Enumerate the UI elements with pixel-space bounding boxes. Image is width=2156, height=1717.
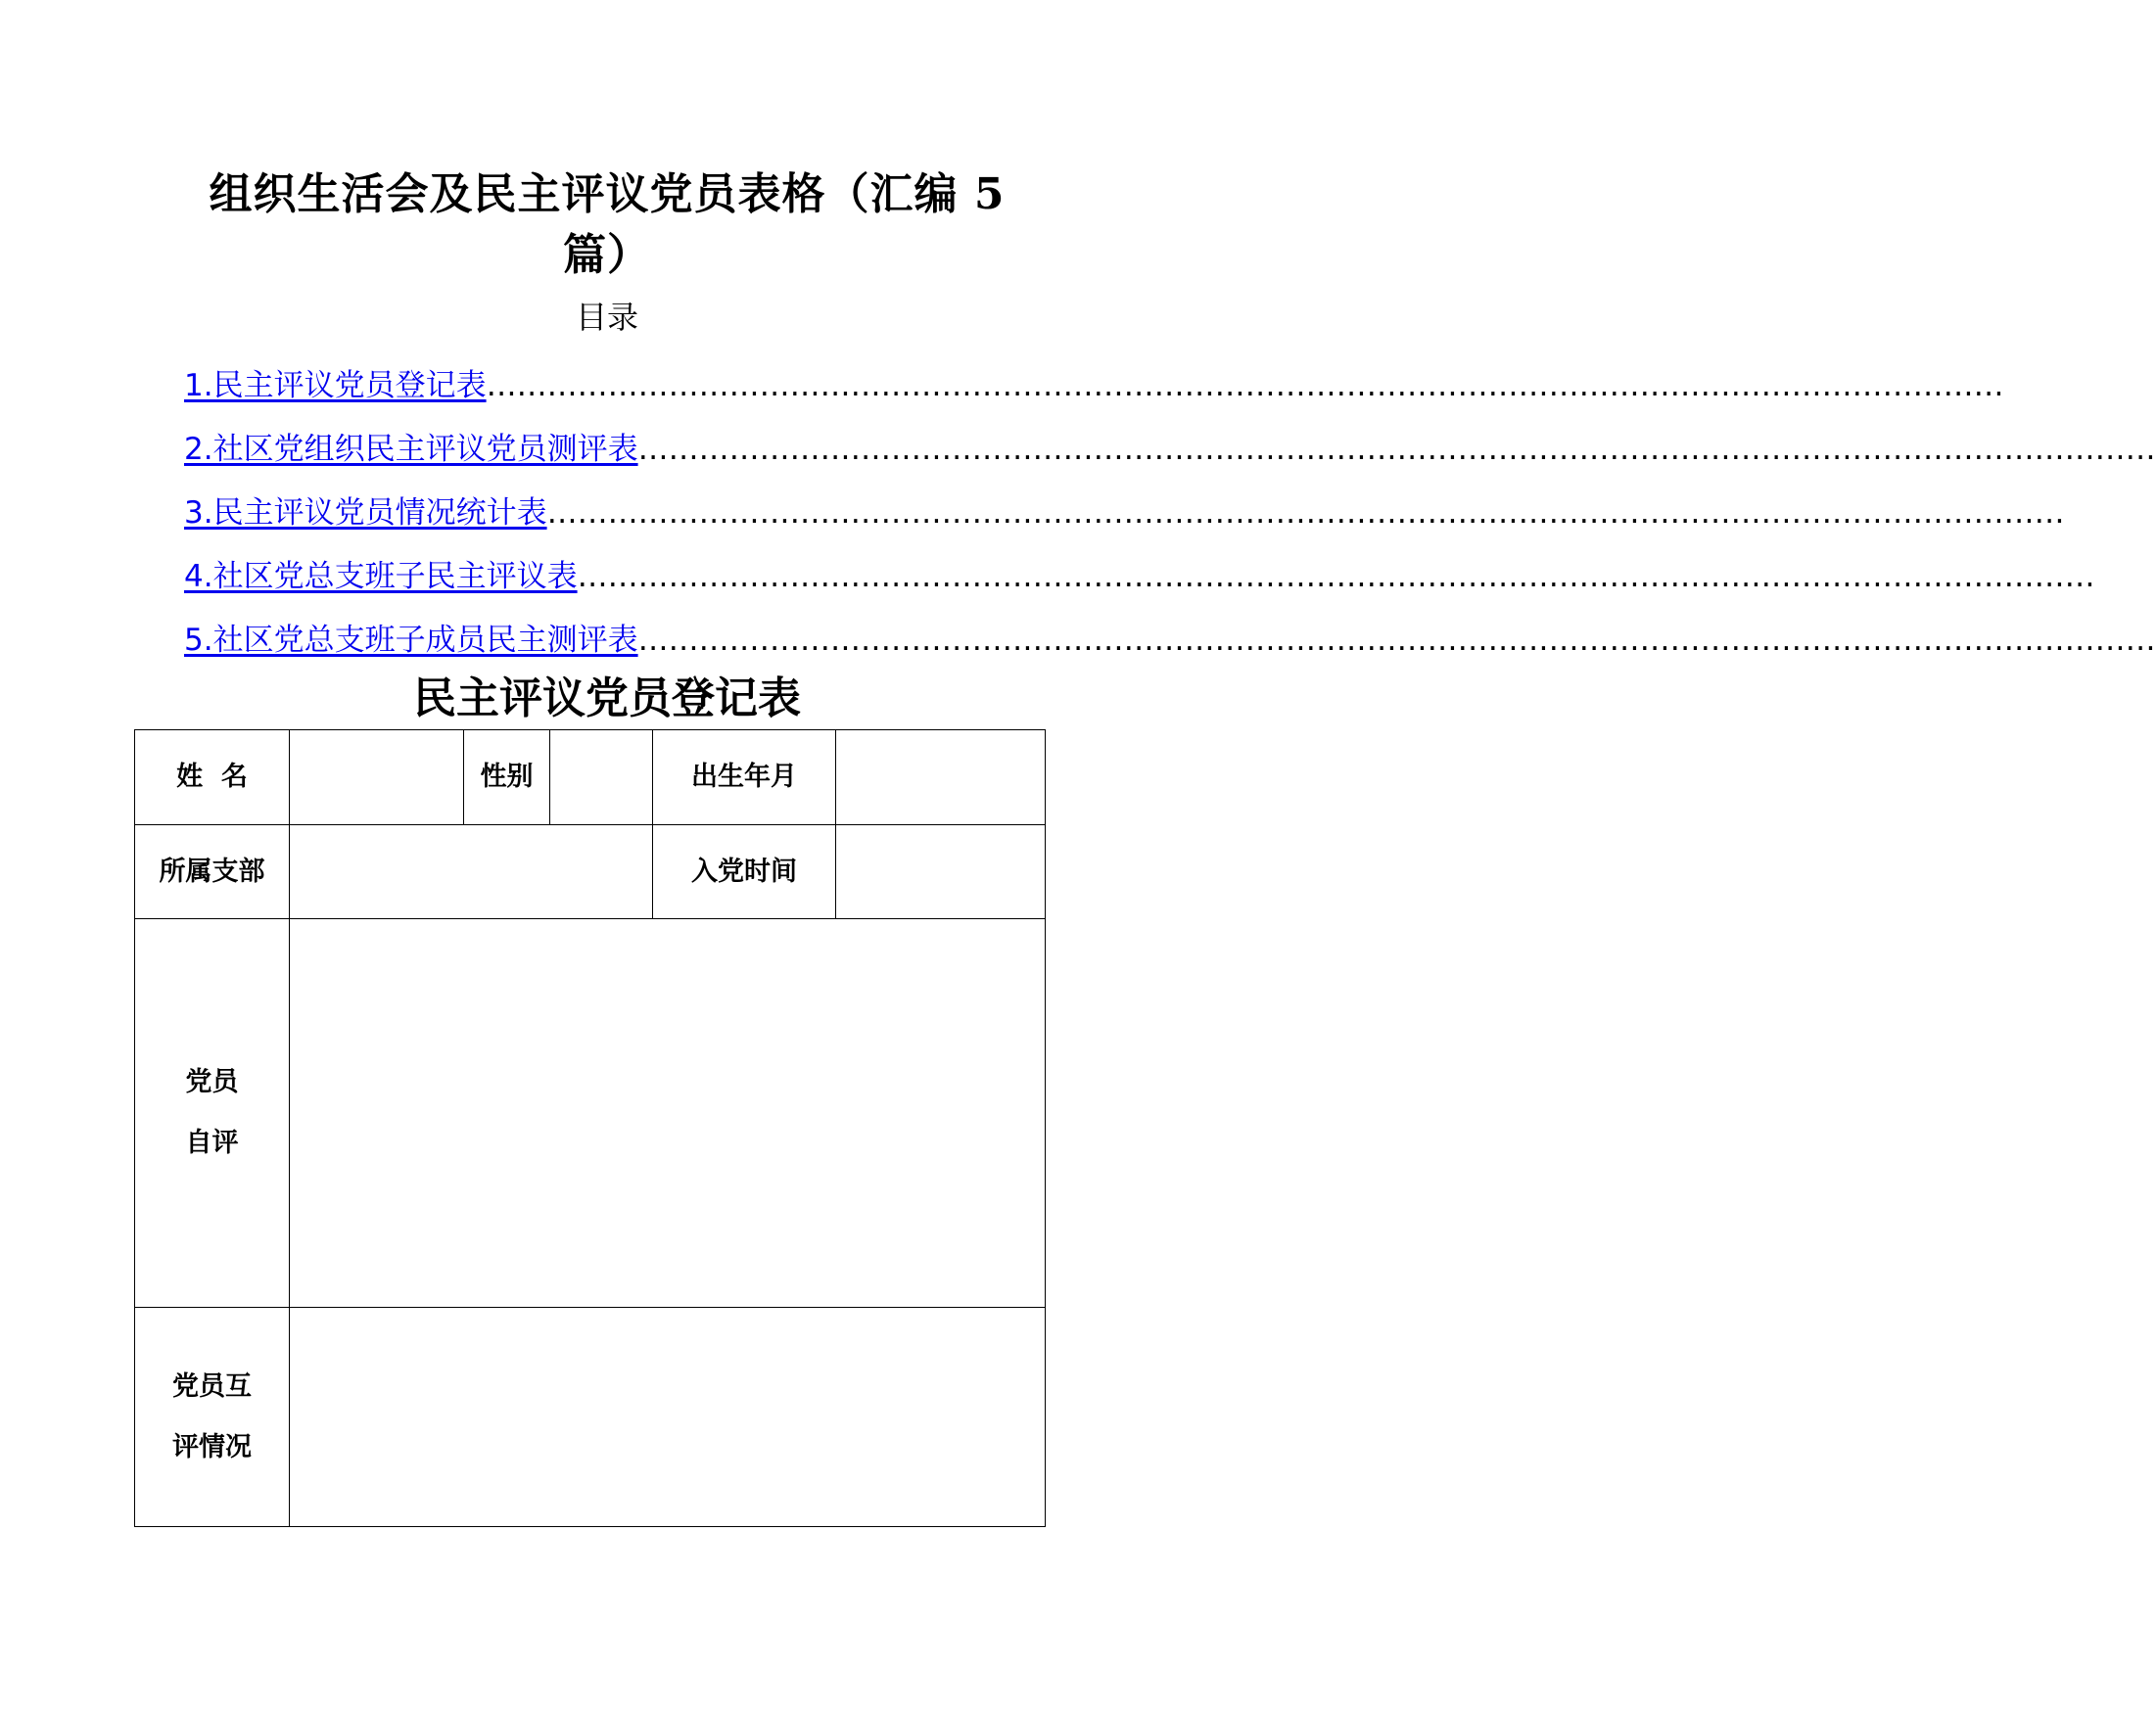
table-row <box>135 1308 1046 1527</box>
self-eval-label: 党员 自评 <box>135 919 290 1308</box>
toc-link-2[interactable]: 2.社区党组织民主评议党员测评表 <box>184 432 638 467</box>
registration-form-table <box>134 729 1046 1527</box>
toc-item <box>184 424 2156 487</box>
toc-link-3[interactable]: 3.民主评议党员情况统计表 <box>184 495 547 531</box>
form-title: 民主评议党员登记表 <box>413 673 801 723</box>
self-eval-value-cell[interactable] <box>290 919 1046 1308</box>
toc-item <box>184 487 2065 551</box>
join-date-label: 入党时间 <box>653 825 836 919</box>
toc-item <box>184 551 2095 615</box>
birth-value-cell[interactable] <box>836 730 1046 825</box>
toc-item <box>184 360 2004 424</box>
document-title-count: 5 <box>973 169 1006 219</box>
branch-label: 所属支部 <box>135 825 290 919</box>
gender-label: 性别 <box>464 730 550 825</box>
peer-eval-value-cell[interactable] <box>290 1308 1046 1527</box>
document-title-text: 组织生活会及民主评议党员表格（汇编 <box>209 169 959 219</box>
branch-value-cell[interactable] <box>290 825 653 919</box>
name-value-cell[interactable] <box>290 730 464 825</box>
toc-heading: 目录 <box>575 299 638 336</box>
toc-leader-dots: …………………………………………………………………………………………………………………………………… <box>577 559 2095 594</box>
table-of-contents <box>184 360 2156 678</box>
join-date-value-cell[interactable] <box>836 825 1046 919</box>
toc-leader-dots: …………………………………………………………………………………………………………………………………… <box>486 368 2004 403</box>
toc-link-5[interactable]: 5.社区党总支班子成员民主测评表 <box>184 623 638 658</box>
name-label: 姓 名 <box>135 730 290 825</box>
peer-eval-label: 党员互 评情况 <box>135 1308 290 1527</box>
document-title <box>196 164 1018 286</box>
table-row <box>135 825 1046 919</box>
table-row <box>135 919 1046 1308</box>
document-title-text-line2: 篇） <box>563 230 651 280</box>
table-row <box>135 730 1046 825</box>
toc-link-4[interactable]: 4.社区党总支班子民主评议表 <box>184 559 578 594</box>
toc-leader-dots: …………………………………………………………………………………………………………………………………… <box>637 623 2156 658</box>
birth-label: 出生年月 <box>653 730 836 825</box>
toc-leader-dots: …………………………………………………………………………………………………………………………………… <box>546 495 2065 531</box>
toc-link-1[interactable]: 1.民主评议党员登记表 <box>184 368 487 403</box>
gender-value-cell[interactable] <box>550 730 653 825</box>
toc-leader-dots: …………………………………………………………………………………………………………………………………… <box>637 432 2156 467</box>
